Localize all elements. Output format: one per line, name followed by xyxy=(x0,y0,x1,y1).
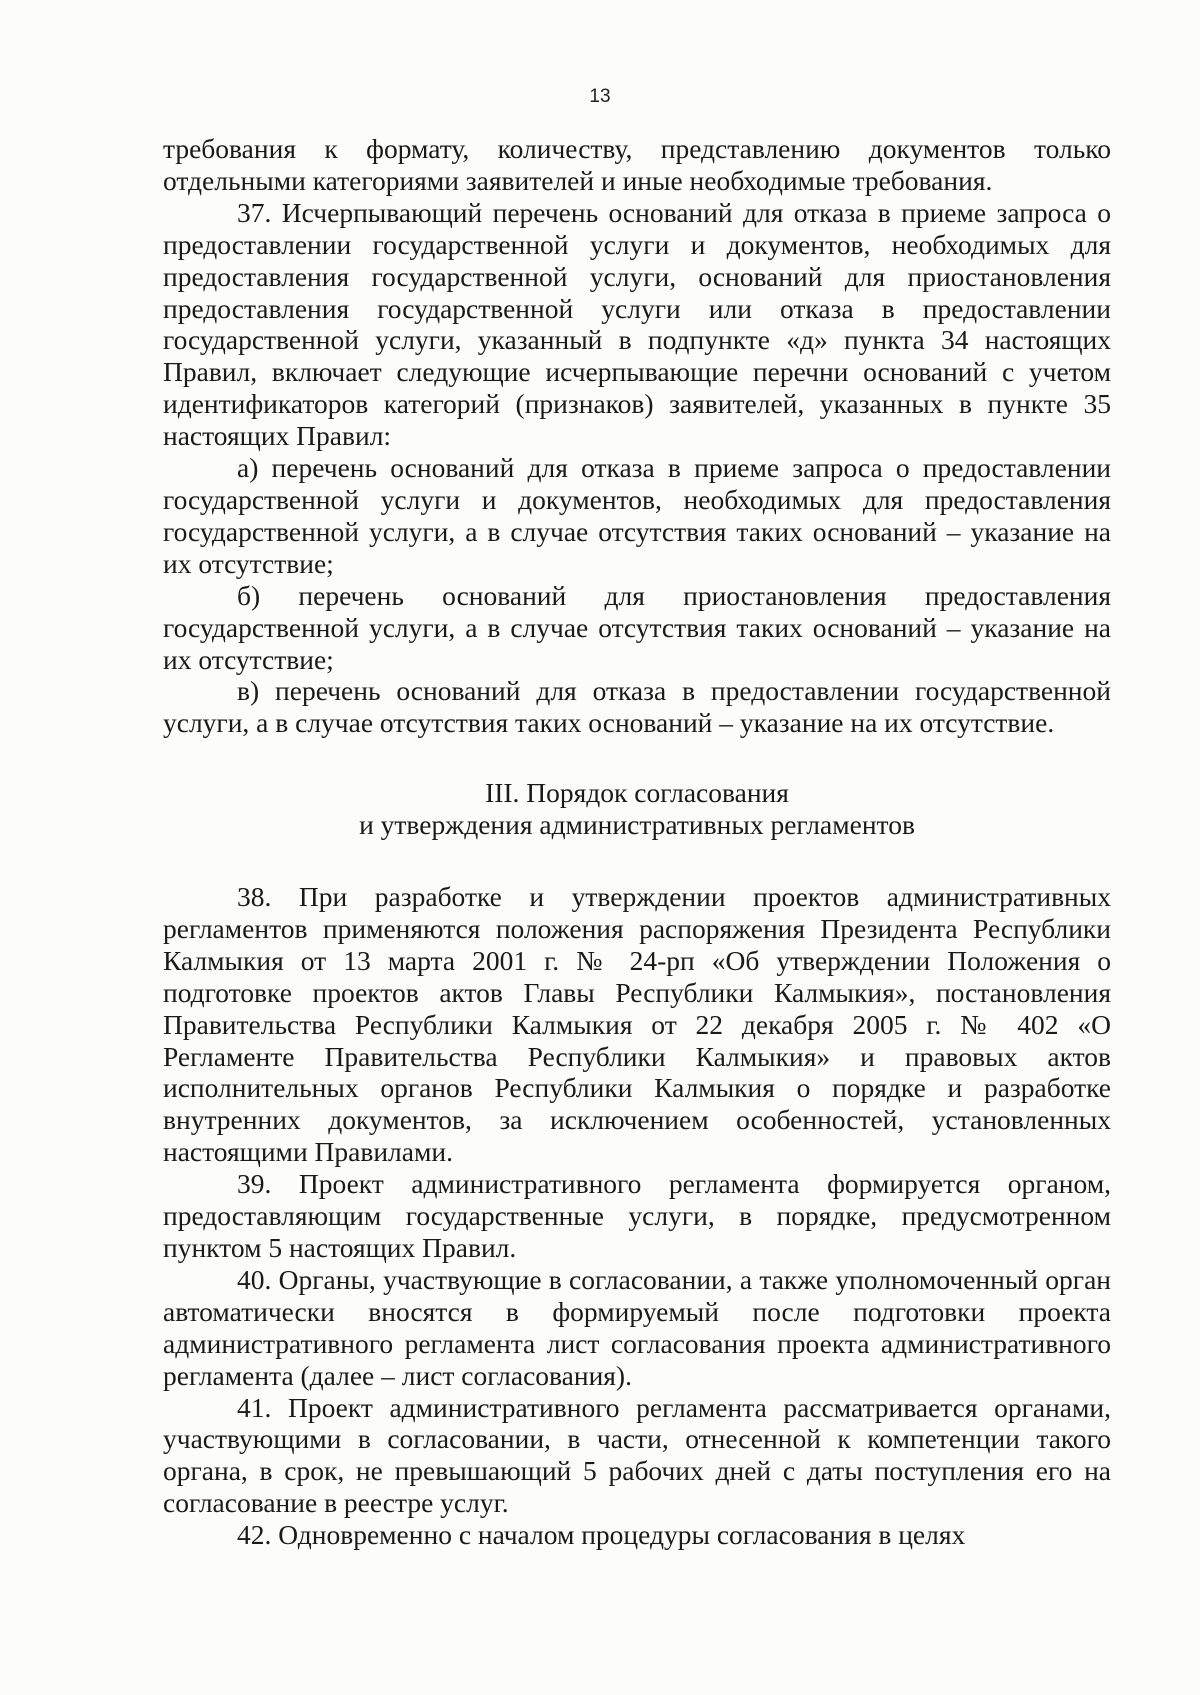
paragraph-42: 42. Одновременно с началом процедуры согласования в целях xyxy=(237,1519,966,1551)
paragraph-continuation: требования к формату, количеству, представлению документов только отдельными категориями заявителей и иные необходимые требования. xyxy=(163,133,1111,196)
paragraph-41: 41. Проект административного регламента рассматривается органами, участвующими в согласовании, в части, отнесенной к компетенции такого органа, в срок, не превышающий 5 рабочих дней с даты поступления его на согласование в реестре услуг. xyxy=(163,1391,1111,1519)
subparagraph-v: в) перечень оснований для отказа в предоставлении государственной услуги, а в случае отсутствия таких оснований – указание на их отсутствие. xyxy=(163,675,1111,739)
subparagraph-b: б) перечень оснований для приостановления предоставления государственной услуги, а в случае отсутствия таких оснований – указание на их отсутствие; xyxy=(163,579,1111,675)
subparagraph-a: а) перечень оснований для отказа в приеме запроса о предоставлении государственной услуги и документов, необходимых для предоставления государственной услуги, а в случае отсутствия таких оснований – указание на их отсутствие; xyxy=(163,452,1111,579)
section-heading-line-2: и утверждения административных регламентов xyxy=(359,809,915,841)
section-heading-line-1: III. Порядок согласования xyxy=(485,777,789,809)
paragraph-37: 37. Исчерпывающий перечень оснований для отказа в приеме запроса о предоставлении государственной услуги и документов, необходимых для предоставления государственной услуги, оснований для приостановления предоставления государственной услуги или отказа в предоставлении государственной услуги, указанный в подпункте «д» пункта 34 настоящих Правил, включает следующие исчерпывающие перечни оснований с учетом идентификаторов категорий (признаков) заявителей, указанных в пункте 35 настоящих Правил: xyxy=(163,196,1111,452)
paragraph-40: 40. Органы, участвующие в согласовании, а также уполномоченный орган автоматически вносятся в формируемый после подготовки проекта административного регламента лист согласования проекта административного регламента (далее – лист согласования). xyxy=(163,1263,1111,1391)
section-heading xyxy=(163,777,1111,841)
page-number: 13 xyxy=(589,86,611,107)
paragraph-38: 38. При разработке и утверждении проектов административных регламентов применяются положения распоряжения Президента Республики Калмыкия от 13 марта 2001 г. № 24-рп «Об утверждении Положения о подготовке проектов актов Главы Республики Калмыкия», постановления Правительства Республики Калмыкия от 22 декабря 2005 г. № 402 «О Регламенте Правительства Республики Калмыкия» и правовых актов исполнительных органов Республики Калмыкия о порядке и разработке внутренних документов, за исключением особенностей, установленных настоящими Правилами. xyxy=(163,881,1111,1168)
paragraph-39: 39. Проект административного регламента формируется органом, предоставляющим государственные услуги, в порядке, предусмотренном пунктом 5 настоящих Правил. xyxy=(163,1168,1111,1263)
document-body xyxy=(163,133,1111,1551)
